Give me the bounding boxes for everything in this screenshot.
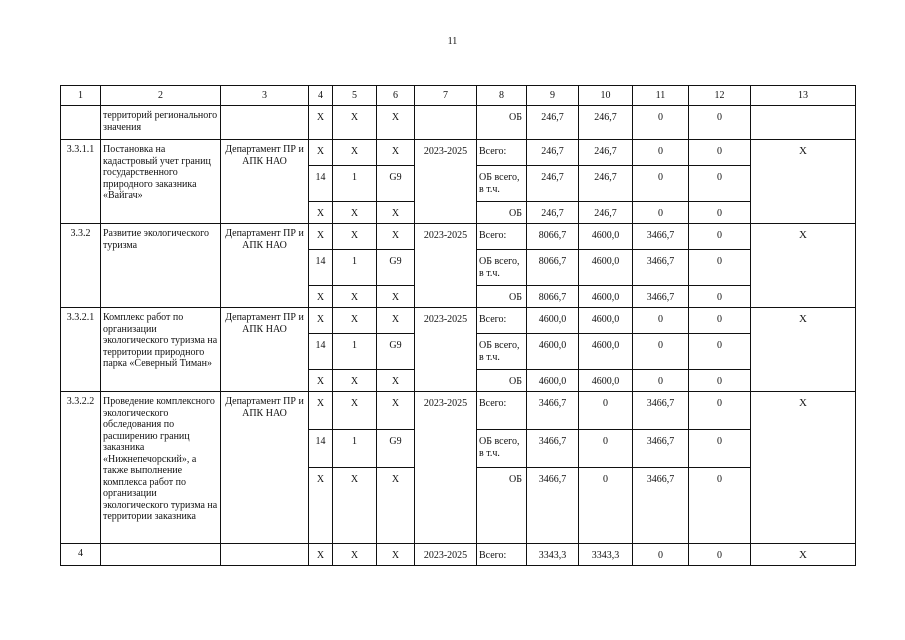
amount-2023: 4600,0 (579, 308, 633, 334)
budget-code-col6: G9 (377, 334, 415, 370)
amount-2024: 0 (633, 544, 689, 566)
budget-code-col5: 1 (333, 430, 377, 468)
item-number: 4 (61, 544, 101, 566)
table-row (61, 140, 856, 166)
amount-total: 246,7 (527, 202, 579, 224)
amount-2024: 3466,7 (633, 430, 689, 468)
amount-2024: 0 (633, 140, 689, 166)
amount-total: 4600,0 (527, 308, 579, 334)
column-header: 13 (751, 86, 856, 106)
funding-source: ОБ (477, 468, 527, 544)
column-header: 9 (527, 86, 579, 106)
budget-code-col4: X (309, 370, 333, 392)
budget-code-col4: X (309, 286, 333, 308)
budget-code-col4: 14 (309, 430, 333, 468)
period: 2023-2025 (415, 392, 477, 544)
budget-code-col5: X (333, 370, 377, 392)
budget-code-col4: X (309, 224, 333, 250)
column-header: 10 (579, 86, 633, 106)
budget-code-col5: X (333, 140, 377, 166)
responsible-department: Департамент ПР и АПК НАО (221, 140, 309, 224)
amount-total: 3466,7 (527, 430, 579, 468)
budget-code-col5: X (333, 468, 377, 544)
budget-code-col4: 14 (309, 250, 333, 286)
budget-code-col4: X (309, 544, 333, 566)
amount-2023: 4600,0 (579, 250, 633, 286)
funding-source: Всего: (477, 224, 527, 250)
table-row (61, 308, 856, 334)
funding-source: Всего: (477, 140, 527, 166)
column-header: 3 (221, 86, 309, 106)
amount-total: 8066,7 (527, 286, 579, 308)
budget-code-col5: X (333, 544, 377, 566)
funding-source: ОБ всего, в т.ч. (477, 430, 527, 468)
item-name: Постановка на кадастровый учет границ государственного природного заказника «Вайгач» (101, 140, 221, 224)
budget-code-col4: X (309, 308, 333, 334)
budget-code-col5: X (333, 224, 377, 250)
budget-code-col6: X (377, 544, 415, 566)
amount-2024: 0 (633, 202, 689, 224)
amount-2025: 0 (689, 286, 751, 308)
item-number (61, 106, 101, 140)
item-name: Развитие экологического туризма (101, 224, 221, 308)
funding-source: ОБ (477, 106, 527, 140)
amount-total: 246,7 (527, 106, 579, 140)
amount-2023: 0 (579, 430, 633, 468)
budget-code-col5: 1 (333, 166, 377, 202)
amount-2024: 3466,7 (633, 224, 689, 250)
page-number: 11 (447, 36, 458, 47)
amount-2024: 3466,7 (633, 468, 689, 544)
funding-source: ОБ всего, в т.ч. (477, 166, 527, 202)
amount-2025: 0 (689, 202, 751, 224)
budget-code-col6: X (377, 392, 415, 430)
budget-code-col6: X (377, 106, 415, 140)
budget-code-col4: X (309, 106, 333, 140)
budget-code-col6: G9 (377, 166, 415, 202)
amount-2025: 0 (689, 140, 751, 166)
amount-total: 4600,0 (527, 334, 579, 370)
responsible-department: Департамент ПР и АПК НАО (221, 308, 309, 392)
amount-2024: 3466,7 (633, 250, 689, 286)
column-header: 5 (333, 86, 377, 106)
column-header: 1 (61, 86, 101, 106)
amount-2025: 0 (689, 308, 751, 334)
responsible-department (221, 106, 309, 140)
table-row (61, 106, 856, 140)
item-name: Проведение комплексного экологического обследования по расширению границ заказника «Нижнепечорский», а также выполнение комплекса работ по организации экологического туризма на территории заказника (101, 392, 221, 544)
budget-code-col4: X (309, 468, 333, 544)
amount-2025: 0 (689, 544, 751, 566)
amount-total: 8066,7 (527, 224, 579, 250)
amount-2025: 0 (689, 370, 751, 392)
budget-code-col5: X (333, 308, 377, 334)
budget-code-col6: X (377, 468, 415, 544)
budget-code-col5: X (333, 286, 377, 308)
column-header: 12 (689, 86, 751, 106)
amount-2025: 0 (689, 106, 751, 140)
budget-code-col4: 14 (309, 334, 333, 370)
budget-code-col6: X (377, 202, 415, 224)
amount-2023: 3343,3 (579, 544, 633, 566)
funding-source: ОБ (477, 370, 527, 392)
period: 2023-2025 (415, 224, 477, 308)
amount-total: 3343,3 (527, 544, 579, 566)
result-indicator: X (751, 544, 856, 566)
amount-2025: 0 (689, 468, 751, 544)
amount-2025: 0 (689, 250, 751, 286)
period: 2023-2025 (415, 140, 477, 224)
budget-code-col5: X (333, 106, 377, 140)
column-header: 2 (101, 86, 221, 106)
responsible-department: Департамент ПР и АПК НАО (221, 392, 309, 544)
budget-code-col6: X (377, 224, 415, 250)
table-row (61, 224, 856, 250)
amount-2023: 4600,0 (579, 286, 633, 308)
amount-2024: 0 (633, 308, 689, 334)
amount-2024: 0 (633, 370, 689, 392)
column-header: 7 (415, 86, 477, 106)
result-indicator: X (751, 224, 856, 308)
table-row (61, 392, 856, 430)
funding-source: ОБ всего, в т.ч. (477, 250, 527, 286)
amount-2023: 0 (579, 392, 633, 430)
funding-source: Всего: (477, 308, 527, 334)
budget-code-col4: X (309, 140, 333, 166)
amount-2024: 0 (633, 334, 689, 370)
result-indicator (751, 106, 856, 140)
amount-2023: 246,7 (579, 106, 633, 140)
column-header: 6 (377, 86, 415, 106)
budget-table (60, 85, 856, 566)
amount-2024: 3466,7 (633, 286, 689, 308)
period: 2023-2025 (415, 544, 477, 566)
responsible-department (221, 544, 309, 566)
amount-total: 8066,7 (527, 250, 579, 286)
budget-code-col5: 1 (333, 250, 377, 286)
funding-source: ОБ (477, 286, 527, 308)
item-number: 3.3.1.1 (61, 140, 101, 224)
budget-code-col6: G9 (377, 430, 415, 468)
amount-2025: 0 (689, 166, 751, 202)
table-row (61, 544, 856, 566)
budget-code-col6: X (377, 370, 415, 392)
result-indicator: X (751, 308, 856, 392)
item-number: 3.3.2 (61, 224, 101, 308)
amount-2025: 0 (689, 224, 751, 250)
responsible-department: Департамент ПР и АПК НАО (221, 224, 309, 308)
funding-source: ОБ (477, 202, 527, 224)
amount-total: 3466,7 (527, 468, 579, 544)
amount-2025: 0 (689, 430, 751, 468)
amount-total: 246,7 (527, 140, 579, 166)
budget-code-col6: X (377, 286, 415, 308)
amount-total: 3466,7 (527, 392, 579, 430)
item-number: 3.3.2.2 (61, 392, 101, 544)
column-header: 11 (633, 86, 689, 106)
amount-2023: 246,7 (579, 202, 633, 224)
budget-code-col5: 1 (333, 334, 377, 370)
result-indicator: X (751, 392, 856, 544)
budget-code-col4: X (309, 202, 333, 224)
amount-2025: 0 (689, 392, 751, 430)
amount-2024: 0 (633, 106, 689, 140)
amount-2024: 0 (633, 166, 689, 202)
budget-code-col4: 14 (309, 166, 333, 202)
item-number: 3.3.2.1 (61, 308, 101, 392)
period: 2023-2025 (415, 308, 477, 392)
amount-2025: 0 (689, 334, 751, 370)
funding-source: ОБ всего, в т.ч. (477, 334, 527, 370)
result-indicator: X (751, 140, 856, 224)
period (415, 106, 477, 140)
amount-2023: 4600,0 (579, 224, 633, 250)
budget-code-col6: X (377, 308, 415, 334)
budget-code-col5: X (333, 392, 377, 430)
funding-source: Всего: (477, 392, 527, 430)
amount-2024: 3466,7 (633, 392, 689, 430)
item-name: Комплекс работ по организации экологического туризма на территории природного парка «Северный Тиман» (101, 308, 221, 392)
column-header: 4 (309, 86, 333, 106)
amount-total: 246,7 (527, 166, 579, 202)
budget-code-col6: G9 (377, 250, 415, 286)
amount-2023: 0 (579, 468, 633, 544)
budget-code-col6: X (377, 140, 415, 166)
budget-code-col4: X (309, 392, 333, 430)
column-header: 8 (477, 86, 527, 106)
item-name (101, 544, 221, 566)
amount-total: 4600,0 (527, 370, 579, 392)
header-row (61, 86, 856, 106)
item-name: территорий регионального значения (101, 106, 221, 140)
amount-2023: 4600,0 (579, 370, 633, 392)
amount-2023: 246,7 (579, 166, 633, 202)
amount-2023: 246,7 (579, 140, 633, 166)
funding-source: Всего: (477, 544, 527, 566)
budget-code-col5: X (333, 202, 377, 224)
amount-2023: 4600,0 (579, 334, 633, 370)
